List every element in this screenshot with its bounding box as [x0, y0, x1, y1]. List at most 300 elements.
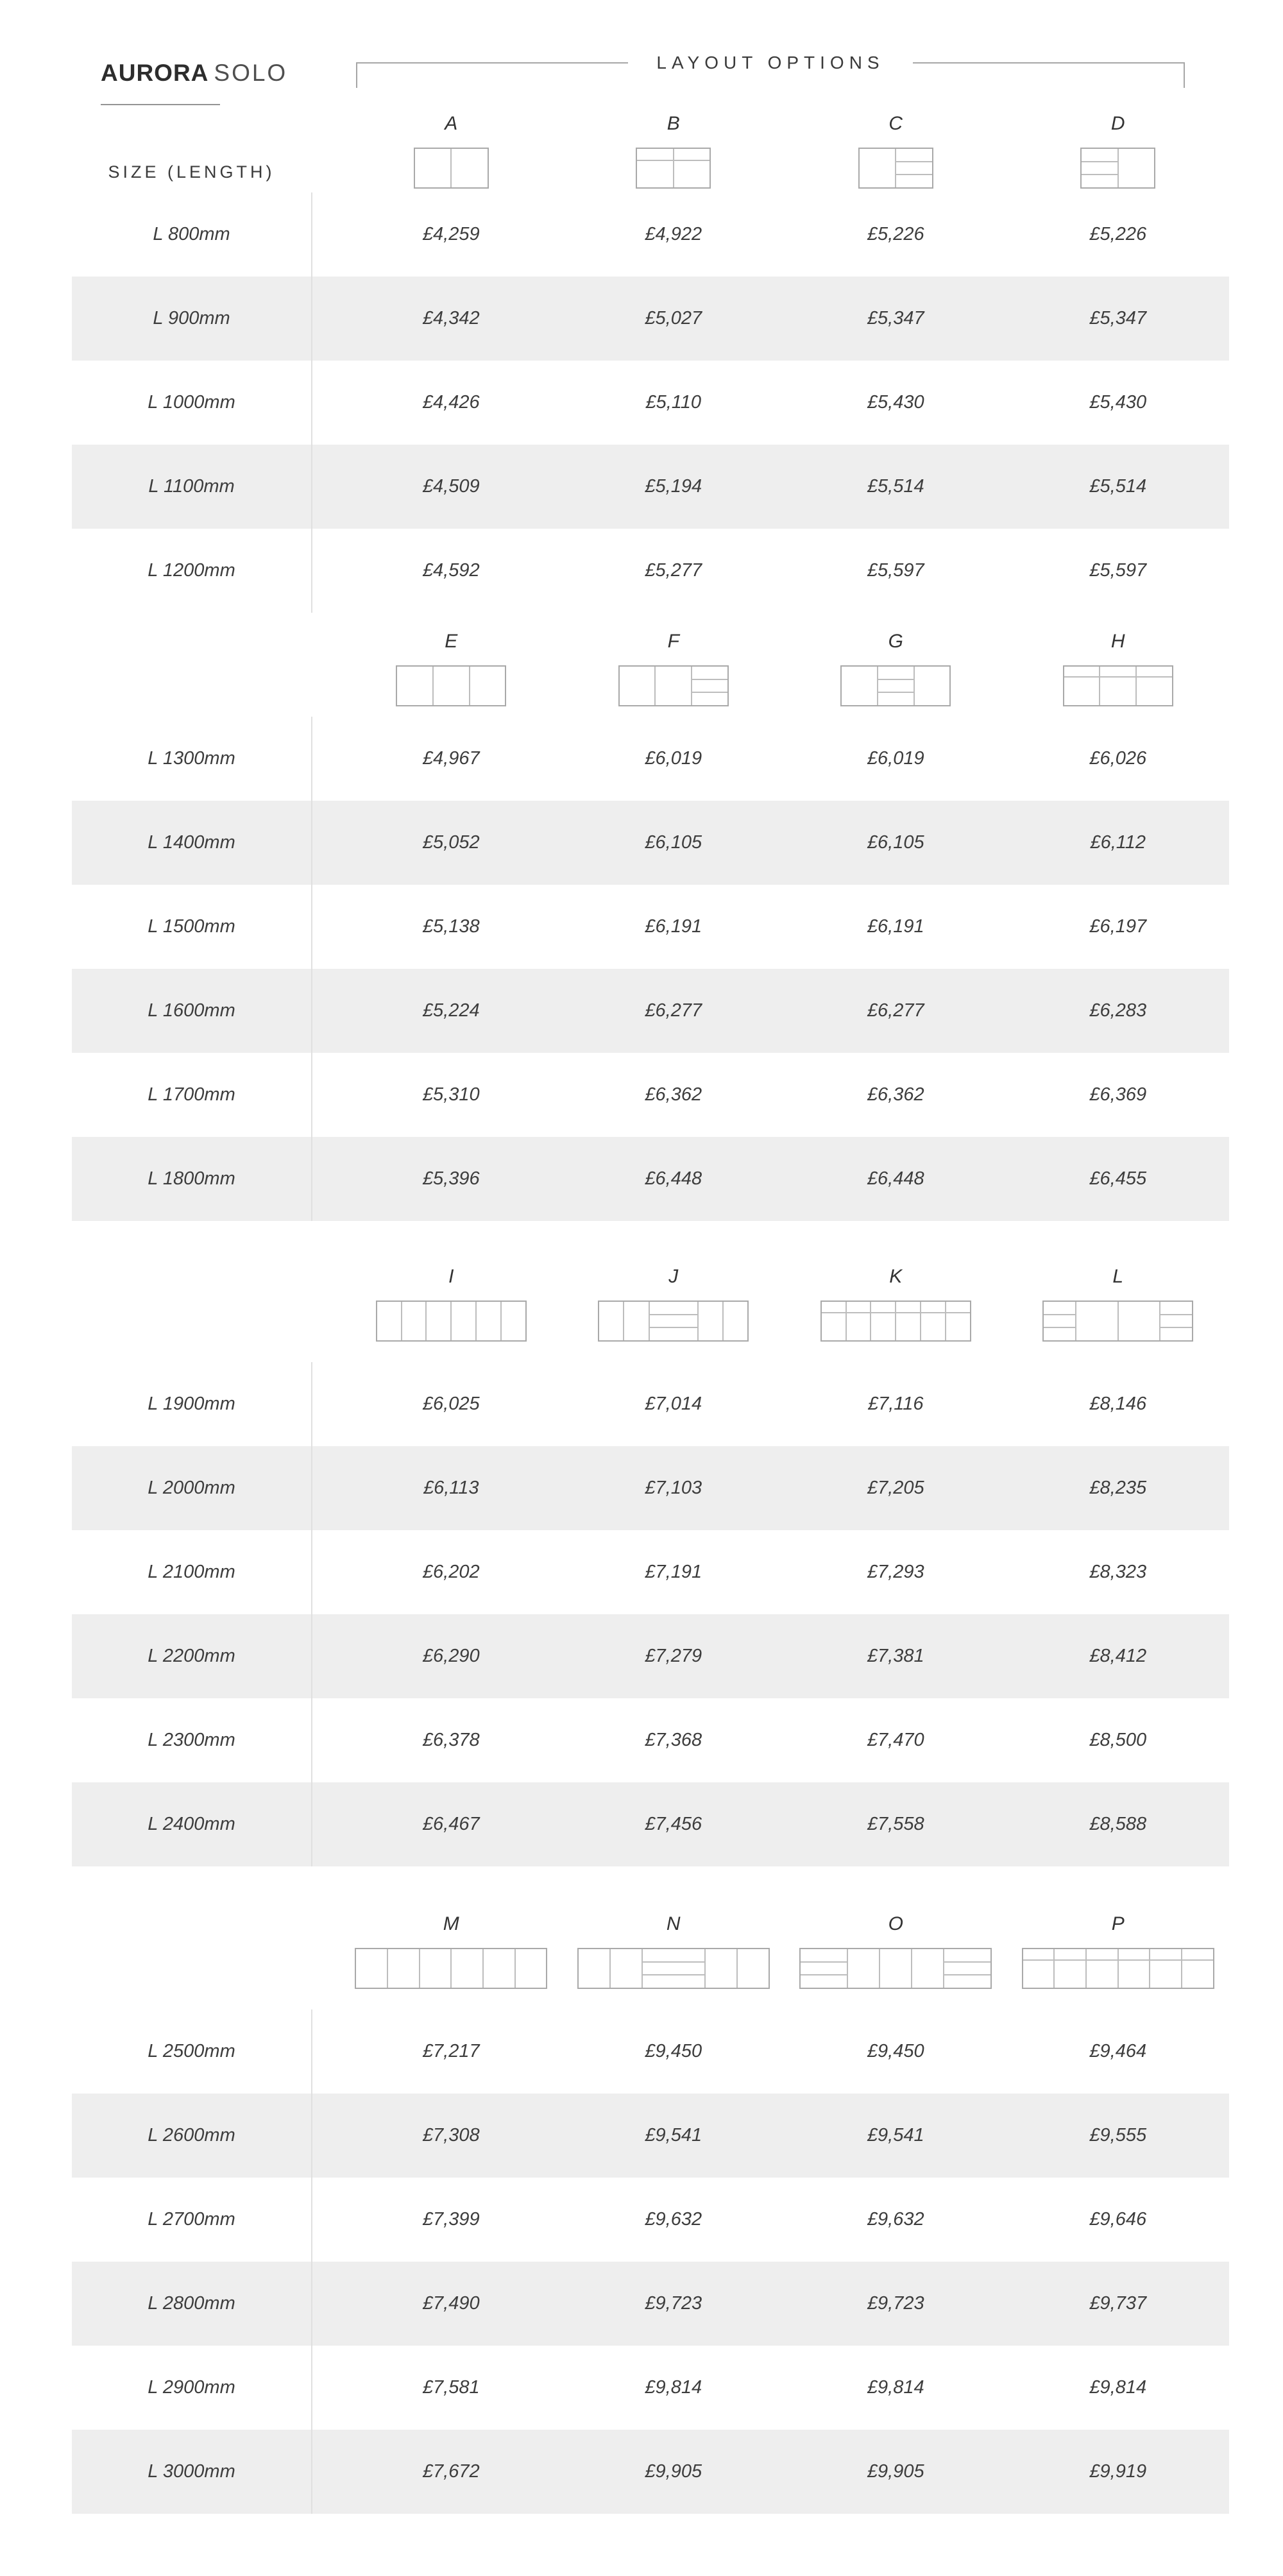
price-cell: £8,235: [1089, 1478, 1147, 1498]
diagram-drawer-stack: [1044, 1302, 1075, 1340]
layout-diagram-a: [414, 148, 489, 189]
layout-diagram-n: [577, 1948, 770, 1989]
header: [0, 0, 1283, 113]
price-cell: £6,448: [867, 1168, 924, 1189]
section-options-row: [72, 1913, 1229, 2009]
diagram-drawer-stack: [691, 667, 727, 705]
price-cell: £6,019: [867, 748, 924, 769]
row-size-label: L 1100mm: [148, 476, 235, 497]
diagram-drawer-cell: [896, 149, 932, 161]
diagram-top-drawers: [822, 1302, 970, 1313]
diagram-door-panel: [706, 1949, 736, 1988]
table-row: [72, 885, 1229, 969]
table-row: [72, 1614, 1229, 1698]
row-size-label: L 2800mm: [148, 2293, 235, 2314]
price-cell: £9,541: [645, 2125, 702, 2145]
layout-option-l: [1007, 1266, 1230, 1342]
diagram-door-panel: [1064, 678, 1100, 705]
diagram-door-panel: [477, 1302, 500, 1340]
price-cell: £5,430: [867, 392, 924, 413]
diagram-door-panel: [388, 1949, 419, 1988]
diagram-top-drawers: [637, 149, 709, 161]
diagram-drawer-cell: [1044, 1302, 1075, 1314]
price-cell: £7,368: [645, 1730, 702, 1750]
price-cell: £8,412: [1089, 1646, 1147, 1666]
price-cell: £6,448: [645, 1168, 702, 1189]
layout-option-letter: E: [445, 631, 458, 652]
diagram-door: [860, 149, 896, 187]
price-cell: £7,456: [645, 1814, 702, 1834]
diagram-door-panel: [599, 1302, 623, 1340]
diagram-door-panel: [848, 1949, 879, 1988]
diagram-door-panel: [656, 667, 691, 705]
diagram-door: [1099, 678, 1135, 705]
diagram-drawer-cell: [1160, 1327, 1192, 1340]
price-cell: £6,277: [645, 1000, 702, 1021]
diagram-door: [514, 1949, 547, 1988]
price-cell: £7,205: [867, 1478, 924, 1498]
layout-diagram-o: [799, 1948, 992, 1989]
layout-option-letter: A: [445, 113, 458, 134]
price-cell: £7,103: [645, 1478, 702, 1498]
table-row: [72, 1053, 1229, 1137]
diagram-body: [579, 1949, 769, 1988]
diagram-door: [870, 1313, 895, 1340]
diagram-drawer-cell: [650, 1327, 697, 1340]
diagram-door: [609, 1949, 642, 1988]
diagram-door-panel: [516, 1949, 547, 1988]
diagram-drawer-stack: [1082, 149, 1117, 187]
diagram-drawer-cell: [643, 1949, 704, 1961]
diagram-door-panel: [427, 1302, 450, 1340]
diagram-drawer-cell: [1082, 149, 1117, 161]
price-cell: £5,430: [1089, 392, 1147, 413]
price-cell: £5,514: [1089, 476, 1147, 497]
diagram-door-panel: [860, 149, 896, 187]
price-cell: £7,672: [422, 2461, 480, 2482]
layout-diagram-j: [598, 1301, 749, 1342]
layout-option-n: [563, 1913, 785, 1989]
diagram-door: [387, 1949, 419, 1988]
brand-underline: [101, 104, 220, 105]
diagram-door-panel: [738, 1949, 769, 1988]
row-size-label: L 1900mm: [148, 1394, 235, 1414]
row-size-label: L 1700mm: [148, 1084, 235, 1105]
row-size-label: L 800mm: [153, 224, 230, 244]
price-cell: £6,362: [645, 1084, 702, 1105]
diagram-door: [673, 161, 710, 187]
diagram-door-panel: [624, 1302, 648, 1340]
diagram-drawer-stack: [943, 1949, 990, 1988]
diagram-door-panel: [1137, 678, 1172, 705]
diagram-door: [432, 667, 469, 705]
price-cell: £5,310: [422, 1084, 480, 1105]
diagram-door-panel: [946, 1313, 970, 1340]
price-cell: £9,814: [1089, 2377, 1147, 2398]
price-cell: £5,226: [1089, 224, 1147, 244]
diagram-drawer-cell: [692, 679, 727, 692]
diagram-door-panel: [402, 1302, 426, 1340]
diagram-door-panel: [1119, 149, 1155, 187]
row-size-label: L 2400mm: [148, 1814, 235, 1834]
diagram-drawer-stack: [642, 1949, 704, 1988]
price-cell: £5,027: [645, 308, 702, 328]
price-cell: £6,283: [1089, 1000, 1147, 1021]
diagram-door-panel: [611, 1949, 642, 1988]
layout-option-f: [563, 631, 785, 706]
price-cell: £9,450: [867, 2041, 924, 2061]
diagram-drawer-stack: [649, 1302, 697, 1340]
diagram-body: [415, 149, 488, 187]
table-row: [72, 529, 1229, 613]
diagram-door: [842, 667, 877, 705]
price-cell: £6,025: [422, 1394, 480, 1414]
diagram-door: [1053, 1961, 1085, 1988]
layout-diagram-c: [858, 148, 933, 189]
diagram-door: [1117, 1961, 1150, 1988]
table-row: [72, 969, 1229, 1053]
price-cell: £5,224: [422, 1000, 480, 1021]
table-row: [72, 1530, 1229, 1614]
layout-diagram-b: [636, 148, 711, 189]
diagram-door-panel: [699, 1302, 722, 1340]
diagram-door: [704, 1949, 736, 1988]
price-rows-group: [72, 2009, 1229, 2514]
diagram-drawer-cell: [1082, 174, 1117, 187]
price-cell: £6,105: [867, 832, 924, 853]
diagram-drawer-cell: [896, 174, 932, 187]
price-cell: £8,146: [1089, 1394, 1147, 1414]
diagram-door: [377, 1302, 401, 1340]
diagram-drawer-cell: [1082, 161, 1117, 175]
price-cell: £9,632: [867, 2209, 924, 2230]
diagram-drawer-cell: [1181, 1949, 1213, 1959]
row-size-label: L 1000mm: [148, 392, 235, 413]
diagram-door: [911, 1949, 943, 1988]
brand-name-light: SOLO: [214, 60, 288, 86]
price-cell: £6,113: [423, 1478, 479, 1498]
diagram-top-drawers: [1023, 1949, 1213, 1961]
diagram-door-panel: [871, 1313, 895, 1340]
price-cell: £6,290: [422, 1646, 480, 1666]
diagram-body: [620, 667, 727, 705]
diagram-drawer-stack: [877, 667, 913, 705]
layout-option-letter: N: [666, 1913, 681, 1934]
price-cell: £8,323: [1089, 1562, 1147, 1582]
price-cell: £7,217: [422, 2041, 480, 2061]
price-cell: £9,555: [1089, 2125, 1147, 2145]
diagram-door-panel: [434, 667, 469, 705]
size-length-label: SIZE (LENGTH): [108, 162, 275, 182]
diagram-body: [356, 1949, 546, 1988]
table-row: [72, 1446, 1229, 1530]
price-rows-group: [72, 192, 1229, 613]
diagram-door-panel: [915, 667, 950, 705]
price-cell: £8,588: [1089, 1814, 1147, 1834]
diagram-drawer-cell: [895, 1302, 920, 1312]
price-cell: £6,191: [645, 916, 702, 937]
diagram-door-panel: [637, 161, 673, 187]
price-cell: £9,723: [867, 2293, 924, 2314]
price-cell: £5,226: [867, 224, 924, 244]
table-row: [72, 2094, 1229, 2178]
diagram-drawer-cell: [944, 1961, 990, 1975]
layout-diagram-p: [1022, 1948, 1214, 1989]
diagram-door-panel: [822, 1313, 845, 1340]
row-size-label: L 2100mm: [148, 1562, 235, 1582]
diagram-door: [450, 1949, 482, 1988]
layout-option-i: [340, 1266, 563, 1342]
diagram-door: [450, 1302, 475, 1340]
price-cell: £5,597: [867, 560, 924, 581]
diagram-drawer-cell: [878, 679, 913, 692]
price-cell: £9,646: [1089, 2209, 1147, 2230]
table-row: [72, 1698, 1229, 1782]
row-size-label: L 1400mm: [148, 832, 235, 853]
row-size-label: L 900mm: [153, 308, 230, 328]
diagram-drawer-stack: [895, 149, 932, 187]
brand-title: [101, 60, 287, 86]
price-cell: £7,490: [422, 2293, 480, 2314]
price-rows-group: [72, 717, 1229, 1221]
diagram-door: [397, 667, 432, 705]
layout-option-letter: H: [1110, 631, 1125, 652]
diagram-door: [1064, 678, 1100, 705]
diagram-door-panel: [1150, 1961, 1181, 1988]
diagram-door-panel: [377, 1302, 401, 1340]
table-row: [72, 2178, 1229, 2262]
diagram-door-panel: [674, 161, 710, 187]
section-options-row: [72, 631, 1229, 717]
price-cell: £9,905: [645, 2461, 702, 2482]
diagram-body: [599, 1302, 747, 1340]
table-row: [72, 1362, 1229, 1446]
table-row: [72, 1782, 1229, 1866]
layout-option-letter: I: [448, 1266, 454, 1287]
diagram-drawer-cell: [801, 1974, 847, 1988]
table-row: [72, 445, 1229, 529]
diagram-drawer-cell: [920, 1302, 945, 1312]
diagram-body: [377, 1302, 525, 1340]
diagram-door: [1085, 1961, 1117, 1988]
diagram-body: [822, 1313, 970, 1340]
diagram-door-panel: [502, 1302, 525, 1340]
table-row: [72, 2009, 1229, 2094]
diagram-drawer-cell: [1023, 1949, 1054, 1959]
table-row: [72, 277, 1229, 361]
diagram-drawer-cell: [878, 692, 913, 705]
price-cell: £4,967: [422, 748, 480, 769]
diagram-body: [1064, 678, 1172, 705]
diagram-drawer-cell: [896, 161, 932, 175]
diagram-door-panel: [1055, 1961, 1085, 1988]
row-size-label: L 2200mm: [148, 1646, 235, 1666]
layout-diagram-m: [355, 1948, 547, 1989]
diagram-door: [1149, 1961, 1181, 1988]
price-cell: £6,378: [422, 1730, 480, 1750]
diagram-door: [895, 1313, 920, 1340]
price-cell: £7,116: [867, 1394, 924, 1414]
table-row: [72, 801, 1229, 885]
diagram-door-panel: [912, 1949, 943, 1988]
price-cell: £7,399: [422, 2209, 480, 2230]
price-cell: £9,919: [1089, 2461, 1147, 2482]
price-cell: £6,112: [1090, 832, 1146, 853]
price-cell: £7,558: [867, 1814, 924, 1834]
layout-options-bracket: [356, 54, 1185, 88]
layout-option-letter: J: [668, 1266, 679, 1287]
table-row: [72, 2262, 1229, 2346]
section-options-row: [72, 113, 1229, 192]
price-cell: £5,110: [645, 392, 702, 413]
price-cell: £5,138: [422, 916, 480, 937]
layout-option-letter: L: [1112, 1266, 1124, 1287]
layout-option-d: [1007, 113, 1230, 189]
layout-diagram-i: [376, 1301, 527, 1342]
diagram-drawer-cell: [692, 667, 727, 679]
price-cell: £9,737: [1089, 2293, 1147, 2314]
layout-diagram-g: [840, 665, 951, 706]
diagram-door-panel: [452, 1302, 475, 1340]
diagram-door: [945, 1313, 970, 1340]
diagram-drawer-cell: [1149, 1949, 1181, 1959]
diagram-drawer-cell: [692, 692, 727, 705]
diagram-drawer-cell: [650, 1302, 697, 1314]
diagram-door: [1117, 149, 1155, 187]
row-size-label: L 3000mm: [148, 2461, 235, 2482]
diagram-door: [599, 1302, 623, 1340]
diagram-drawer-cell: [1117, 1949, 1150, 1959]
price-cell: £9,450: [645, 2041, 702, 2061]
price-cell: £4,259: [422, 224, 480, 244]
diagram-door: [500, 1302, 525, 1340]
price-cell: £6,105: [645, 832, 702, 853]
price-cell: £7,293: [867, 1562, 924, 1582]
diagram-door: [697, 1302, 722, 1340]
price-cell: £6,455: [1089, 1168, 1147, 1189]
diagram-door: [425, 1302, 450, 1340]
row-size-label: L 2700mm: [148, 2209, 235, 2230]
layout-option-letter: C: [888, 113, 903, 134]
price-cell: £9,814: [867, 2377, 924, 2398]
layout-option-letter: G: [888, 631, 903, 652]
diagram-drawer-cell: [1064, 667, 1100, 676]
price-cell: £9,723: [645, 2293, 702, 2314]
diagram-drawer-cell: [673, 149, 710, 160]
layout-option-c: [785, 113, 1007, 189]
diagram-door-panel: [397, 667, 432, 705]
price-cell: £6,277: [867, 1000, 924, 1021]
table-row: [72, 2346, 1229, 2430]
price-cell: £4,922: [645, 224, 702, 244]
price-cell: £5,396: [422, 1168, 480, 1189]
diagram-door-panel: [470, 667, 506, 705]
diagram-drawer-cell: [1099, 667, 1135, 676]
section-options-row: [72, 1266, 1229, 1362]
diagram-body: [1023, 1961, 1213, 1988]
layout-option-letter: B: [667, 113, 680, 134]
row-size-label: L 1800mm: [148, 1168, 235, 1189]
diagram-drawer-cell: [1135, 667, 1172, 676]
diagram-door: [913, 667, 950, 705]
diagram-drawer-cell: [822, 1302, 845, 1312]
diagram-door: [1023, 1961, 1054, 1988]
layout-option-letter: D: [1110, 113, 1125, 134]
layout-option-p: [1007, 1913, 1230, 1989]
layout-option-k: [785, 1266, 1007, 1342]
diagram-body: [801, 1949, 990, 1988]
diagram-door-panel: [356, 1949, 387, 1988]
price-cell: £5,514: [867, 476, 924, 497]
diagram-door-panel: [452, 1949, 482, 1988]
diagram-door: [822, 1313, 845, 1340]
layout-option-o: [785, 1913, 1007, 1989]
price-cell: £6,362: [867, 1084, 924, 1105]
diagram-drawer-cell: [845, 1302, 871, 1312]
diagram-door: [469, 667, 506, 705]
row-size-label: L 2000mm: [148, 1478, 235, 1498]
price-cell: £4,509: [422, 476, 480, 497]
bracket-line-right: [913, 62, 1185, 88]
layout-option-j: [563, 1266, 785, 1342]
price-cell: £7,279: [645, 1646, 702, 1666]
diagram-door: [845, 1313, 871, 1340]
row-size-label: L 1500mm: [148, 916, 235, 937]
price-cell: £5,052: [422, 832, 480, 853]
price-cell: £9,464: [1089, 2041, 1147, 2061]
layout-option-letter: F: [667, 631, 679, 652]
price-cell: £5,347: [1089, 308, 1147, 328]
table-row: [72, 2430, 1229, 2514]
diagram-door: [736, 1949, 769, 1988]
diagram-drawer-cell: [944, 1974, 990, 1988]
price-cell: £6,369: [1089, 1084, 1147, 1105]
diagram-door: [475, 1302, 500, 1340]
price-cell: £7,381: [867, 1646, 924, 1666]
price-cell: £5,277: [645, 560, 702, 581]
diagram-body: [1044, 1302, 1192, 1340]
diagram-door: [450, 149, 488, 187]
diagram-door-panel: [1119, 1302, 1160, 1340]
diagram-door: [415, 149, 451, 187]
diagram-door: [654, 667, 691, 705]
row-size-label: L 1200mm: [148, 560, 235, 581]
diagram-door-panel: [896, 1313, 920, 1340]
diagram-door-panel: [420, 1949, 451, 1988]
layout-diagram-f: [618, 665, 729, 706]
diagram-door-panel: [484, 1949, 514, 1988]
layout-diagram-k: [820, 1301, 971, 1342]
diagram-body: [1082, 149, 1154, 187]
price-cell: £4,342: [422, 308, 480, 328]
diagram-door-panel: [1023, 1961, 1054, 1988]
diagram-drawer-cell: [944, 1949, 990, 1961]
table-row: [72, 717, 1229, 801]
diagram-drawer-cell: [643, 1974, 704, 1988]
price-cell: £7,308: [422, 2125, 480, 2145]
price-cell: £9,541: [867, 2125, 924, 2145]
price-cell: £7,191: [645, 1562, 702, 1582]
layout-option-a: [340, 113, 563, 189]
layout-option-g: [785, 631, 1007, 706]
row-size-label: L 2600mm: [148, 2125, 235, 2145]
diagram-door: [356, 1949, 387, 1988]
diagram-drawer-cell: [1044, 1327, 1075, 1340]
diagram-drawer-cell: [637, 149, 673, 160]
diagram-drawer-cell: [878, 667, 913, 679]
diagram-door: [620, 667, 655, 705]
diagram-door: [1075, 1302, 1117, 1340]
